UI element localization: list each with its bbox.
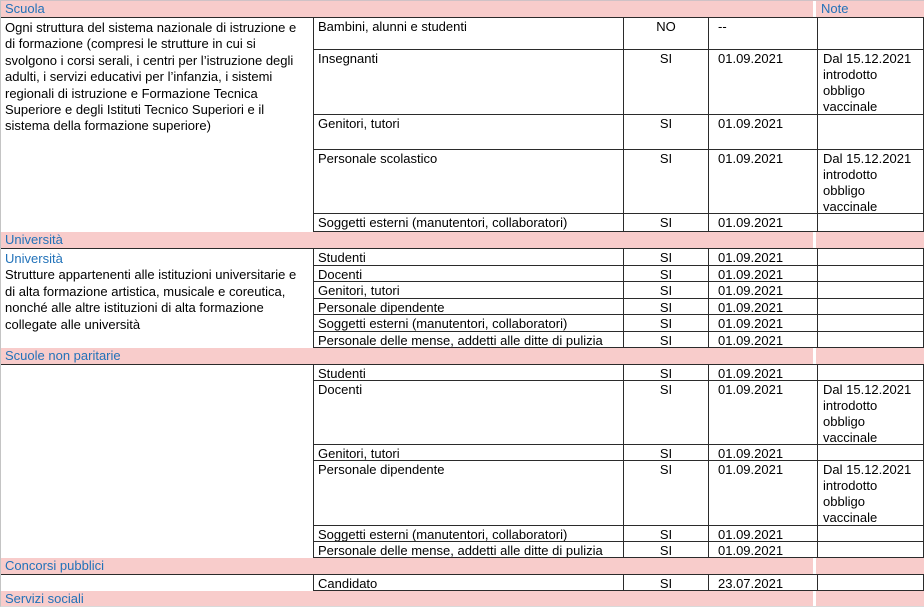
table-row (314, 150, 924, 214)
description-text: Ogni struttura del sistema nazionale di istruzione e di formazione (compresi le strutture in cui si svolgono i corsi serali, i centri per l’istruzione degli adulti, i servizi educativi per l’infanzia, i sistemi regionali di istruzione e Formazione Tecnica Superiore e degli Istituti Tecnico Superiori e il sistema della formazione superiore) (5, 20, 297, 134)
greenpass-required-cell: SI (624, 526, 709, 541)
start-date-cell: 01.09.2021 (709, 526, 818, 541)
greenpass-required-cell: SI (624, 461, 709, 525)
start-date-cell: 01.09.2021 (709, 445, 818, 460)
section-header-universita (1, 232, 924, 249)
category-cell: Bambini, alunni e studenti (314, 18, 624, 49)
category-cell: Personale delle mense, addetti alle ditte di pulizia (314, 542, 624, 557)
note-column-header-spacer (813, 591, 924, 607)
category-cell: Personale dipendente (314, 461, 624, 525)
note-cell (818, 365, 924, 380)
category-cell: Docenti (314, 381, 624, 444)
category-cell: Genitori, tutori (314, 445, 624, 460)
start-date-cell: 01.09.2021 (709, 381, 818, 444)
table-row (314, 332, 924, 349)
description-title: Università (5, 251, 63, 266)
note-cell: Dal 15.12.2021 introdotto obbligo vaccinale (818, 50, 924, 114)
note-cell (818, 249, 924, 265)
note-cell (818, 282, 924, 298)
note-cell (818, 315, 924, 331)
start-date-cell: 01.09.2021 (709, 115, 818, 149)
start-date-cell: 01.09.2021 (709, 282, 818, 298)
table-row (314, 381, 924, 445)
note-cell: Dal 15.12.2021 introdotto obbligo vaccinale (818, 461, 924, 525)
note-cell (818, 115, 924, 149)
section-title: Scuole non paritarie (5, 348, 121, 363)
greenpass-required-cell: SI (624, 542, 709, 557)
note-cell (818, 332, 924, 348)
note-cell (818, 18, 924, 49)
category-cell: Soggetti esterni (manutentori, collaboratori) (314, 214, 624, 231)
greenpass-required-cell: SI (624, 575, 709, 590)
table-row (314, 299, 924, 316)
greenpass-required-cell: SI (624, 214, 709, 231)
section-title: Servizi sociali (5, 591, 84, 606)
category-cell: Docenti (314, 266, 624, 282)
table-row (314, 249, 924, 266)
table-row (314, 214, 924, 232)
start-date-cell: 01.09.2021 (709, 332, 818, 348)
table-row (314, 18, 924, 50)
note-cell (818, 266, 924, 282)
greenpass-required-cell: SI (624, 115, 709, 149)
table-row (314, 266, 924, 283)
start-date-cell: 01.09.2021 (709, 365, 818, 380)
note-column-header-spacer (813, 232, 924, 248)
start-date-cell: 01.09.2021 (709, 461, 818, 525)
note-cell (818, 445, 924, 460)
start-date-cell: 01.09.2021 (709, 214, 818, 231)
table-row (314, 445, 924, 461)
greenpass-required-cell: SI (624, 50, 709, 114)
category-cell: Studenti (314, 365, 624, 380)
category-cell: Insegnanti (314, 50, 624, 114)
description-cell (1, 249, 314, 348)
greenpass-required-cell: SI (624, 332, 709, 348)
table-row (314, 575, 924, 591)
category-cell: Personale scolastico (314, 150, 624, 213)
table-row (314, 315, 924, 332)
section-header-scuole-non-paritarie (1, 348, 924, 365)
table-row (314, 365, 924, 381)
greenpass-required-cell: SI (624, 282, 709, 298)
greenpass-required-cell: SI (624, 266, 709, 282)
table-row (314, 50, 924, 115)
note-cell (818, 526, 924, 541)
greenpass-required-cell: SI (624, 249, 709, 265)
greenpass-required-cell: SI (624, 299, 709, 315)
section-title: Università (5, 232, 63, 247)
section-body-concorsi-pubblici (1, 575, 924, 591)
table-row (314, 526, 924, 542)
section-header-scuola (1, 1, 924, 18)
note-cell (818, 575, 924, 590)
category-cell: Personale delle mense, addetti alle ditte di pulizia (314, 332, 624, 348)
note-column-header: Note (813, 1, 924, 17)
start-date-cell: 01.09.2021 (709, 266, 818, 282)
category-cell: Personale dipendente (314, 299, 624, 315)
note-cell (818, 214, 924, 231)
start-date-cell: 01.09.2021 (709, 299, 818, 315)
greenpass-required-cell: SI (624, 150, 709, 213)
table-row (314, 282, 924, 299)
description-cell (1, 365, 314, 558)
note-cell (818, 542, 924, 557)
start-date-cell: 01.09.2021 (709, 150, 818, 213)
category-cell: Studenti (314, 249, 624, 265)
table-row (314, 115, 924, 150)
section-title: Concorsi pubblici (5, 558, 104, 573)
category-cell: Genitori, tutori (314, 115, 624, 149)
table-row (314, 461, 924, 526)
start-date-cell: 01.09.2021 (709, 50, 818, 114)
category-cell: Soggetti esterni (manutentori, collaboratori) (314, 526, 624, 541)
section-header-concorsi-pubblici (1, 558, 924, 575)
section-title: Scuola (5, 1, 45, 16)
start-date-cell: -- (709, 18, 818, 49)
greenpass-required-cell: SI (624, 445, 709, 460)
section-body-universita (1, 249, 924, 348)
start-date-cell: 01.09.2021 (709, 542, 818, 557)
description-text: Strutture appartenenti alle istituzioni universitarie e di alta formazione artistica, musicale e coreutica, nonché alle altre istituzioni di alta formazione collegate alle università (5, 267, 297, 332)
section-body-scuola (1, 18, 924, 232)
table-row (314, 542, 924, 558)
section-body-scuole-non-paritarie (1, 365, 924, 558)
greenpass-required-cell: SI (624, 381, 709, 444)
description-cell (1, 18, 314, 232)
greenpass-required-cell: SI (624, 315, 709, 331)
note-column-header-spacer (813, 558, 924, 574)
note-cell: Dal 15.12.2021 introdotto obbligo vaccinale (818, 381, 924, 444)
section-header-servizi-sociali (1, 591, 924, 607)
start-date-cell: 01.09.2021 (709, 315, 818, 331)
note-cell (818, 299, 924, 315)
greenpass-required-cell: NO (624, 18, 709, 49)
category-cell: Candidato (314, 575, 624, 590)
description-cell (1, 575, 314, 591)
category-cell: Genitori, tutori (314, 282, 624, 298)
start-date-cell: 23.07.2021 (709, 575, 818, 590)
start-date-cell: 01.09.2021 (709, 249, 818, 265)
note-cell: Dal 15.12.2021 introdotto obbligo vaccinale (818, 150, 924, 213)
note-column-header-spacer (813, 348, 924, 364)
greenpass-required-cell: SI (624, 365, 709, 380)
category-cell: Soggetti esterni (manutentori, collaboratori) (314, 315, 624, 331)
